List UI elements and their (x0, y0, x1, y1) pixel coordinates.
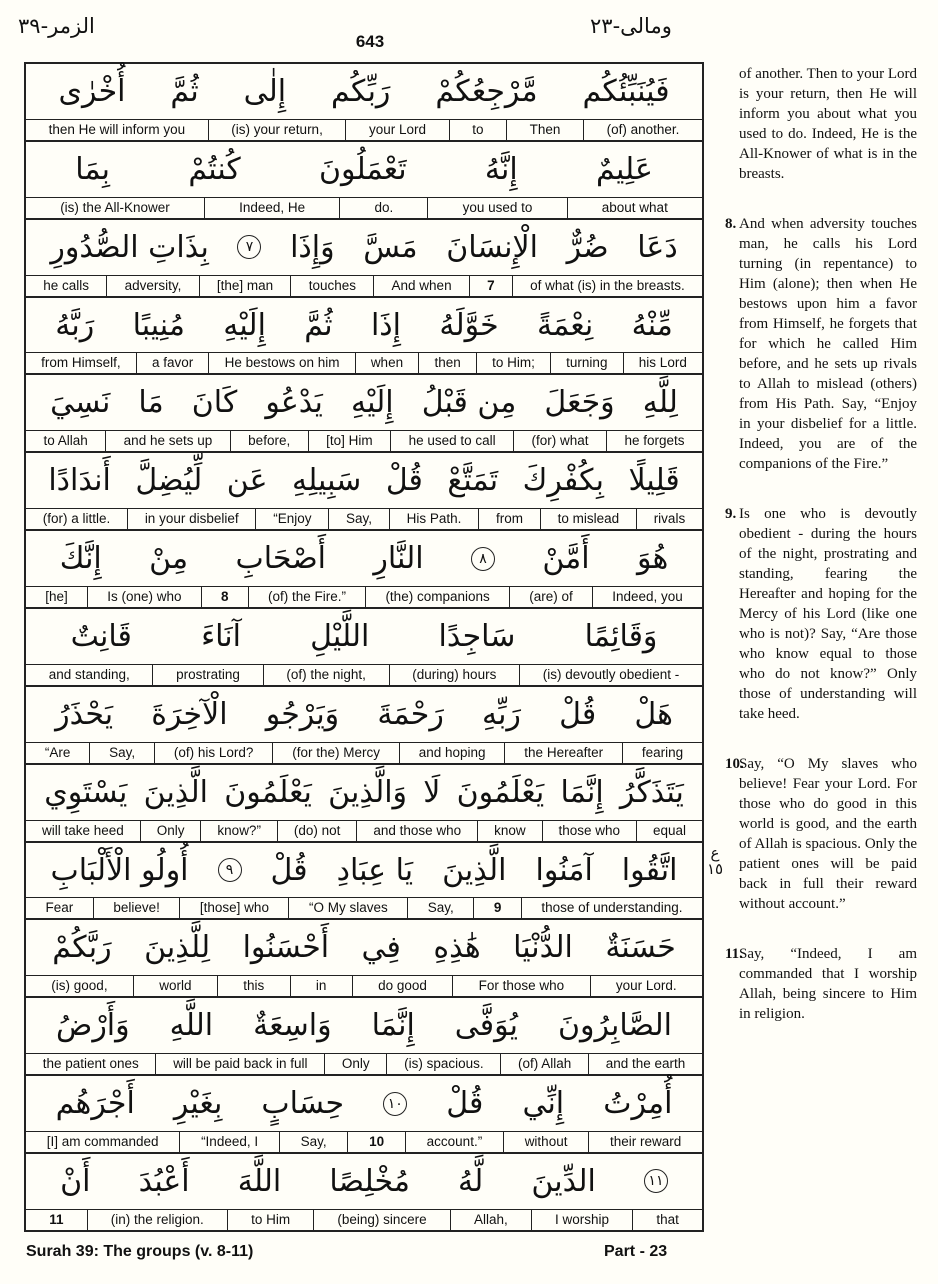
verse-row (26, 609, 702, 687)
note-number: 10. (725, 756, 744, 772)
arabic-word: أَنْ (60, 1163, 91, 1199)
arabic-word: رَبِّهِ (482, 696, 521, 732)
arabic-word: اللَّهَ (237, 1163, 282, 1199)
footer-part: Part - 23 (604, 1243, 668, 1260)
english-gloss: those who (542, 821, 636, 841)
verse-number-marker: ٨ (471, 547, 495, 571)
english-gloss: and the earth (588, 1054, 702, 1074)
english-gloss: I worship (531, 1210, 632, 1230)
arabic-word: أَصْحَابِ (235, 541, 327, 577)
english-gloss: [he] (45, 589, 68, 605)
english-gloss: [the] man (199, 276, 291, 296)
english-gloss: he forgets (606, 431, 702, 451)
english-gloss-line (26, 897, 702, 918)
arabic-line (26, 1154, 702, 1209)
english-gloss-line (26, 586, 702, 607)
english-gloss: then He will inform you (48, 121, 186, 137)
verse-row (26, 687, 702, 765)
arabic-word: مَا (138, 385, 164, 421)
arabic-word: أُخْرٰى (58, 73, 126, 109)
note-number: 11. (725, 946, 743, 962)
word-by-word-grid (24, 62, 704, 1232)
verse-row (26, 998, 702, 1076)
english-gloss-line (26, 664, 702, 685)
english-gloss: He bestows on him (208, 353, 354, 373)
english-gloss: (is) spacious. (386, 1054, 500, 1074)
translation-note (725, 64, 917, 184)
arabic-word: وَقَائِمًا (584, 618, 658, 654)
english-gloss: His Path. (389, 509, 478, 529)
translation-note (725, 504, 917, 724)
verse-number: 9 (473, 898, 521, 918)
arabic-word: نَسِيَ (50, 385, 111, 421)
english-gloss: this (217, 976, 290, 996)
arabic-word: نِعْمَةً (537, 307, 594, 343)
english-gloss: “O My slaves (288, 898, 407, 918)
arabic-word: بِغَيْرِ (173, 1086, 223, 1122)
english-gloss: a favor (136, 353, 209, 373)
english-gloss-line (26, 820, 702, 841)
arabic-line (26, 64, 702, 119)
arabic-word: إِنَّهُ (484, 151, 518, 187)
english-gloss-line (26, 352, 702, 373)
english-gloss: your Lord (345, 120, 448, 140)
arabic-word: مِنْ (149, 541, 189, 577)
english-gloss: Indeed, He (204, 198, 339, 218)
arabic-word: الدِّينَ (531, 1163, 596, 1199)
arabic-word: آمَنُوا (535, 852, 593, 888)
verse-row (26, 453, 702, 531)
arabic-word: قُلْ (446, 1086, 484, 1122)
page-number: 643 (355, 32, 385, 51)
arabic-word: إِلَيْهِ (350, 385, 394, 421)
english-gloss: and hoping (399, 743, 505, 763)
english-gloss: do. (339, 198, 427, 218)
verse-row (26, 843, 702, 921)
english-gloss: to mislead (540, 509, 636, 529)
english-gloss: (of) his Lord? (154, 743, 272, 763)
english-gloss: (of) the Fire.” (248, 587, 365, 607)
arabic-word: دَعَا (637, 229, 678, 265)
english-gloss: in (290, 976, 352, 996)
english-gloss: before, (230, 431, 308, 451)
arabic-word: لِلَّهِ (642, 385, 678, 421)
english-gloss: their reward (588, 1132, 702, 1152)
arabic-word: وَالَّذِينَ (328, 774, 408, 810)
arabic-word: مِن قَبْلُ (421, 385, 517, 421)
note-text: Is one who is devoutly obedient - during the hours of the night, prostrating and standing, fearing the Hereafter and hoping for the Mercy of his Lord (like one who is not)? Say, “Are those who know equal to those who do not know?” Only those of understanding will take heed. (739, 506, 917, 722)
verse-row (26, 920, 702, 998)
english-gloss: Say, (89, 743, 154, 763)
english-gloss: Indeed, you (592, 587, 702, 607)
arabic-word: أَعْبُدَ (138, 1163, 190, 1199)
english-gloss: (during) hours (389, 665, 519, 685)
english-gloss: (for) a little. (42, 511, 111, 527)
arabic-word: رَبَّهُ (55, 307, 95, 343)
english-gloss: [to] Him (308, 431, 390, 451)
arabic-word: يَحْذَرُ (55, 696, 114, 732)
arabic-word: كَانَ (191, 385, 238, 421)
arabic-line (26, 1076, 702, 1131)
arabic-word: فِي (361, 930, 401, 966)
arabic-word: الْآخِرَةَ (151, 696, 228, 732)
english-gloss-line (26, 197, 702, 218)
arabic-word: آنَاءَ (201, 618, 241, 654)
english-gloss: he used to call (390, 431, 513, 451)
arabic-word: يَدْعُو (265, 385, 323, 421)
arabic-word: حِسَابٍ (261, 1086, 345, 1122)
verse-row (26, 531, 702, 609)
arabic-word: الَّذِينَ (143, 774, 209, 810)
arabic-line (26, 687, 702, 742)
arabic-word: يَسْتَوِي (44, 774, 128, 810)
arabic-word: يَا عِبَادِ (336, 852, 414, 888)
english-gloss: Only (324, 1054, 386, 1074)
arabic-word: إِنَّمَا (371, 1008, 415, 1044)
arabic-word: ثُمَّ (304, 307, 333, 343)
english-gloss: then (418, 353, 476, 373)
arabic-word: الَّذِينَ (442, 852, 507, 888)
english-gloss: believe! (93, 898, 180, 918)
verse-row (26, 375, 702, 453)
arabic-line (26, 609, 702, 664)
english-gloss: (is) the All-Knower (60, 199, 170, 215)
verse-row (26, 765, 702, 843)
english-gloss: For those who (452, 976, 589, 996)
verse-number: 7 (469, 276, 512, 296)
arabic-word: أَحْسَنُوا (242, 930, 330, 966)
arabic-word: فَيُنَبِّئُكُم (582, 73, 670, 109)
verse-row (26, 1076, 702, 1154)
arabic-word: تَعْمَلُونَ (318, 151, 407, 187)
english-gloss: you used to (427, 198, 566, 218)
arabic-word: لَا (423, 774, 441, 810)
arabic-word: مُنِيبًا (132, 307, 185, 343)
english-gloss: (is) devoutly obedient - (519, 665, 702, 685)
arabic-line (26, 998, 702, 1053)
note-text: Say, “O My slaves who believe! Fear your Lord. For those who do good in this world is good, and the earth of Allah is spacious. Only the patient ones will be paid back in full their reward without account.” (739, 756, 917, 912)
arabic-line (26, 843, 702, 898)
english-gloss: and standing, (48, 666, 130, 682)
english-gloss: [those] who (179, 898, 288, 918)
arabic-word: سَبِيلِهِ (292, 463, 362, 499)
header-part-arabic: ومالى-٢٣ (590, 14, 672, 38)
english-gloss: rivals (636, 509, 702, 529)
arabic-word: قَانِتٌ (70, 618, 132, 654)
english-gloss: to Him; (476, 353, 550, 373)
english-gloss: (being) sincere (313, 1210, 450, 1230)
note-number: 9. (725, 506, 737, 522)
translation-note (725, 944, 917, 1024)
translation-note (725, 754, 917, 914)
arabic-word: إِذَا (370, 307, 401, 343)
note-text: Say, “Indeed, I am commanded that I worship Allah, being sincere to Him in religion. (739, 946, 917, 1022)
arabic-word: عَن (226, 463, 268, 499)
english-gloss: Say, (407, 898, 473, 918)
arabic-word: إِنَّمَا (560, 774, 604, 810)
english-gloss: and those who (356, 821, 477, 841)
english-gloss: will be paid back in full (155, 1054, 324, 1074)
english-gloss: of what (is) in the breasts. (512, 276, 702, 296)
english-gloss: “Enjoy (255, 509, 328, 529)
english-gloss: account.” (405, 1132, 503, 1152)
arabic-word: بِمَا (75, 151, 111, 187)
english-gloss: he calls (43, 277, 90, 293)
arabic-word: يُوَفَّى (454, 1008, 518, 1044)
arabic-line (26, 375, 702, 430)
english-gloss: And when (373, 276, 469, 296)
verse-number-marker: ٧ (237, 235, 261, 259)
verse-number-marker: ١١ (644, 1169, 668, 1193)
english-gloss: about what (567, 198, 702, 218)
english-gloss: equal (636, 821, 702, 841)
english-gloss: fearing (622, 743, 702, 763)
arabic-line (26, 920, 702, 975)
arabic-word: أُولُو الْأَلْبَابِ (50, 852, 189, 888)
verse-number: 10 (347, 1132, 405, 1152)
english-gloss: Allah, (450, 1210, 531, 1230)
verse-row (26, 220, 702, 298)
arabic-word: مُخْلِصًا (329, 1163, 410, 1199)
arabic-word: خَوَّلَهُ (439, 307, 499, 343)
arabic-word: قُلْ (559, 696, 597, 732)
english-gloss: his Lord (623, 353, 702, 373)
english-gloss: (is) your return, (208, 120, 346, 140)
arabic-line (26, 220, 702, 275)
translation-notes (725, 64, 917, 1054)
arabic-word: إِلٰى (243, 73, 287, 109)
note-text: And when adversity touches man, he calls his Lord turning (in repentance) to Him (alone); then when He bestows upon him a favor from Himself, he forgets that for which he called Him before, and he sets up rivals to Allah to mislead (others) from His Path. Say, “Enjoy in your disbelief for a little. Indeed, you are of the companions of the Fire.” (739, 216, 917, 472)
note-text: of another. Then to your Lord is your return, then He will inform you about what you used to do. Indeed, He is the All-Knower of what is in the breasts. (739, 66, 918, 182)
ruku-marker: ع ١٥ (706, 844, 724, 878)
arabic-word: إِلَيْهِ (223, 307, 266, 343)
arabic-word: كُنتُمْ (188, 151, 241, 187)
header-surah-arabic: الزمر-٣٩ (18, 14, 95, 38)
arabic-word: قُلْ (385, 463, 423, 499)
english-gloss: know?” (200, 821, 276, 841)
english-gloss: world (133, 976, 217, 996)
arabic-word: مِّنْهُ (631, 307, 673, 343)
arabic-word: سَاجِدًا (438, 618, 516, 654)
arabic-word: الصَّابِرُونَ (557, 1008, 673, 1044)
arabic-word: قُلْ (270, 852, 308, 888)
english-gloss: and he sets up (105, 431, 230, 451)
english-gloss: (of) Allah (500, 1054, 588, 1074)
arabic-word: إِنِّي (522, 1086, 565, 1122)
english-gloss: that (632, 1210, 702, 1230)
arabic-word: لَّهُ (458, 1163, 484, 1199)
verse-row (26, 142, 702, 220)
arabic-word: إِنَّكَ (59, 541, 102, 577)
arabic-word: يَتَذَكَّرُ (619, 774, 684, 810)
arabic-word: حَسَنَةٌ (605, 930, 676, 966)
english-gloss-line (26, 1209, 702, 1230)
english-gloss-line (26, 742, 702, 763)
arabic-word: ضُرٌّ (566, 229, 609, 265)
verse-row (26, 1154, 702, 1230)
english-gloss: your Lord. (590, 976, 702, 996)
arabic-word: لِّيُضِلَّ (135, 463, 203, 499)
english-gloss: Then (506, 120, 583, 140)
arabic-word: بِكُفْرِكَ (522, 463, 604, 499)
arabic-word: وَإِذَا (290, 229, 335, 265)
arabic-word: الْإِنسَانَ (446, 229, 538, 265)
arabic-word: تَمَتَّعْ (447, 463, 499, 499)
arabic-word: أَجْرَهُم (55, 1086, 135, 1122)
english-gloss: “Indeed, I (179, 1132, 279, 1152)
verse-number: 8 (201, 587, 248, 607)
english-gloss: when (355, 353, 419, 373)
arabic-word: وَأَرْضُ (56, 1008, 130, 1044)
english-gloss-line (26, 275, 702, 296)
english-gloss-line (26, 508, 702, 529)
english-gloss: the Hereafter (504, 743, 622, 763)
english-gloss: from Himself, (41, 355, 121, 371)
note-number: 8. (725, 216, 737, 232)
arabic-word: النَّارِ (373, 541, 424, 577)
english-gloss: (is) good, (51, 978, 108, 994)
arabic-line (26, 765, 702, 820)
verse-number: 11 (49, 1211, 64, 1227)
arabic-word: وَاسِعَةٌ (253, 1008, 332, 1044)
english-gloss: Is (one) who (87, 587, 201, 607)
english-gloss-line (26, 1131, 702, 1152)
english-gloss: to Allah (43, 433, 88, 449)
arabic-word: الدُّنْيَا (513, 930, 573, 966)
arabic-word: ثُمَّ (170, 73, 199, 109)
english-gloss: know (477, 821, 541, 841)
arabic-word: اللَّهِ (169, 1008, 214, 1044)
english-gloss: (the) companions (365, 587, 509, 607)
verse-number-marker: ٩ (218, 858, 242, 882)
arabic-word: عَلِيمٌ (596, 151, 653, 187)
english-gloss-line (26, 430, 702, 451)
arabic-word: أُمِرْتُ (603, 1086, 673, 1122)
english-gloss: Say, (279, 1132, 348, 1152)
english-gloss: (for the) Mercy (272, 743, 399, 763)
english-gloss: do good (352, 976, 453, 996)
english-gloss: Fear (45, 900, 74, 916)
english-gloss: those of understanding. (521, 898, 702, 918)
arabic-line (26, 453, 702, 508)
english-gloss: (in) the religion. (87, 1210, 227, 1230)
english-gloss: (are) of (509, 587, 592, 607)
arabic-word: يَعْلَمُونَ (224, 774, 312, 810)
english-gloss: “Are (44, 744, 71, 760)
english-gloss: touches (290, 276, 373, 296)
arabic-word: يَعْلَمُونَ (456, 774, 545, 810)
english-gloss: prostrating (152, 665, 262, 685)
english-gloss: from (478, 509, 540, 529)
footer-surah-title: Surah 39: The groups (v. 8-11) (26, 1243, 254, 1260)
translation-note (725, 214, 917, 474)
verse-row (26, 298, 702, 376)
arabic-word: مَسَّ (363, 229, 418, 265)
english-gloss: to Him (227, 1210, 313, 1230)
arabic-line (26, 531, 702, 586)
english-gloss: will take heed (42, 822, 124, 838)
english-gloss-line (26, 1053, 702, 1074)
english-gloss: in your disbelief (127, 509, 255, 529)
arabic-word: قَلِيلًا (628, 463, 680, 499)
arabic-word: اللَّيْلِ (310, 618, 370, 654)
arabic-word: رَبَّكُمْ (52, 930, 112, 966)
arabic-word: وَجَعَلَ (544, 385, 615, 421)
arabic-word: رَحْمَةَ (377, 696, 444, 732)
english-gloss: Only (140, 821, 201, 841)
arabic-word: هَٰذِهِ (433, 930, 481, 966)
english-gloss: (of) another. (583, 120, 702, 140)
english-gloss-line (26, 975, 702, 996)
english-gloss: adversity, (106, 276, 198, 296)
english-gloss: Say, (328, 509, 389, 529)
arabic-word: اتَّقُوا (621, 852, 678, 888)
arabic-word: لِلَّذِينَ (144, 930, 211, 966)
english-gloss: (of) the night, (263, 665, 389, 685)
english-gloss: (for) what (513, 431, 606, 451)
english-gloss: (do) not (277, 821, 356, 841)
arabic-word: وَيَرْجُو (265, 696, 340, 732)
arabic-line (26, 142, 702, 197)
verse-number-marker: ١٠ (383, 1092, 407, 1116)
arabic-word: مَّرْجِعُكُمْ (435, 73, 538, 109)
arabic-word: أَمَّنْ (542, 541, 590, 577)
arabic-word: هَلْ (634, 696, 673, 732)
arabic-line (26, 298, 702, 353)
english-gloss: turning (550, 353, 623, 373)
arabic-word: أَندَادًا (48, 463, 111, 499)
english-gloss: to (449, 120, 506, 140)
arabic-word: رَبِّكُم (331, 73, 391, 109)
english-gloss-line (26, 119, 702, 140)
arabic-word: هُوَ (636, 541, 669, 577)
english-gloss: the patient ones (42, 1056, 139, 1072)
arabic-word: بِذَاتِ الصُّدُورِ (50, 229, 209, 265)
verse-row (26, 64, 702, 142)
english-gloss: [I] am commanded (46, 1134, 159, 1150)
english-gloss: without (503, 1132, 588, 1152)
